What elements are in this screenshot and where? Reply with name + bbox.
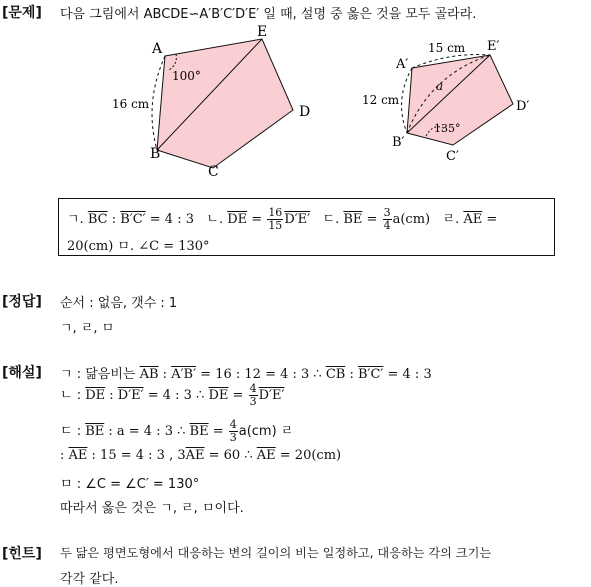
- side-label-15cm: 15 cm: [428, 41, 466, 55]
- choices-box: [58, 198, 555, 256]
- solution-line-3: ㄷ : $\overline{BE}$ : a = 4 : 3 ∴ $\overline{BE}$ = $\frac{4}{3}$ a(cm) ㄹ: [60, 418, 294, 444]
- pentagon-abcde: [157, 39, 293, 168]
- vertex-d-prime: D′: [516, 99, 530, 114]
- fraction-4-3-a: $\frac{4}{3}$: [249, 382, 257, 408]
- vertex-e: E: [257, 24, 268, 40]
- problem-tag: [문제]: [2, 5, 42, 21]
- solution-line-1: ㄱ : 닮음비는 $\overline{AB}$ : A′B′ = 16 : 12 = 4 : 3 ∴ $\overline{CB}$ : B′C′ = 4 : 3: [60, 367, 432, 382]
- figure-right: [350, 30, 550, 170]
- answer-tag: [정답]: [2, 294, 42, 310]
- fraction-16-15: $\frac{16}{15}$: [268, 206, 283, 232]
- fraction-3-4: $\frac{3}{4}$: [383, 206, 391, 232]
- vertex-a-prime: A′: [396, 57, 409, 72]
- solution-line-4: : $\overline{AE}$ : 15 = 4 : 3 , $3\overline{AE} = 60$ ∴ $\overline{AE} = 20(cm)$: [60, 448, 342, 463]
- angle-c-prime-label: 135°: [434, 122, 461, 135]
- hint-line-1: 두 닮은 평면도형에서 대응하는 변의 길이의 비는 일정하고, 대응하는 각의 크기는: [60, 546, 492, 560]
- vertex-b-prime: B′: [392, 135, 405, 150]
- vertex-c-prime: C′: [446, 149, 459, 164]
- choices-line-1: ㄱ. $\overline{BC}$ : B′C′ = 4 : 3 ㄴ. $\overline{DE}$ = $\frac{16}{15}$ D′E′ ㄷ. $\overline{BE}$ = $\frac{3}{4}$ a(cm) ㄹ. $\overline{AE}$ =: [67, 206, 498, 232]
- diagonal-label-a: a: [436, 79, 444, 93]
- vertex-c: C: [208, 164, 219, 180]
- hint-tag: [힌트]: [2, 546, 42, 562]
- angle-a-label: 100°: [172, 69, 201, 83]
- solution-tag: [해설]: [2, 365, 42, 381]
- vertex-e-prime: E′: [487, 39, 500, 54]
- side-ab-label: 16 cm: [112, 97, 150, 111]
- solution-line-5: ㅁ : ∠C = ∠C′ = 130°: [60, 477, 200, 492]
- vertex-b: B: [150, 146, 161, 162]
- problem-prompt: 다음 그림에서 ABCDE∽A′B′C′D′E′ 일 때, 설명 중 옳은 것을 모두 골라라.: [60, 7, 477, 22]
- hint-line-2: 각각 같다.: [60, 572, 119, 587]
- solution-line-6: 따라서 옳은 것은 ㄱ, ㄹ, ㅁ이다.: [60, 501, 244, 516]
- vertex-d: D: [299, 104, 311, 120]
- fraction-4-3-b: $\frac{4}{3}$: [229, 418, 237, 444]
- solution-line-2: ㄴ : $\overline{DE}$ : D′E′ = 4 : 3 ∴ $\overline{DE}$ = $\frac{4}{3}$ D′E′: [60, 382, 285, 408]
- side-label-12cm: 12 cm: [362, 93, 400, 107]
- choices-line-2: 20(cm) ㅁ. ∠C = 130°: [67, 239, 210, 254]
- figure-left: [100, 20, 330, 180]
- vertex-a: A: [152, 41, 163, 57]
- answer-line-1: 순서 : 없음, 갯수 : 1: [60, 296, 178, 311]
- answer-line-2: ㄱ, ㄹ, ㅁ: [60, 321, 115, 336]
